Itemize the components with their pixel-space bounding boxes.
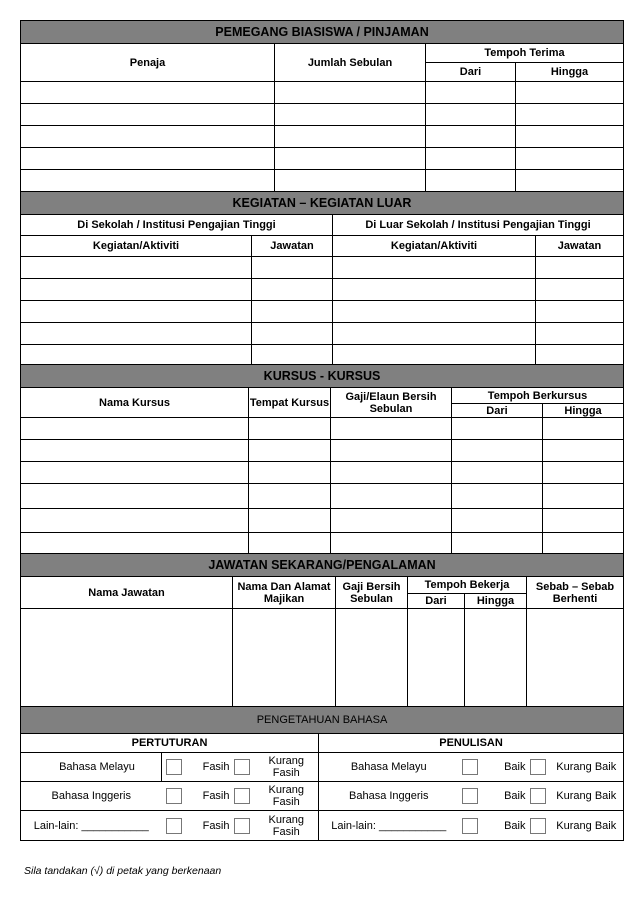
activities-table bbox=[20, 191, 624, 365]
table-row bbox=[21, 279, 624, 301]
course-name-cell[interactable] bbox=[21, 533, 249, 554]
table-row bbox=[21, 509, 624, 533]
position-cell[interactable] bbox=[536, 345, 624, 365]
good-label: Baik bbox=[482, 811, 526, 841]
good-label: Baik bbox=[482, 753, 526, 782]
to-cell[interactable] bbox=[543, 484, 624, 509]
scholarship-table bbox=[20, 20, 624, 192]
language-row bbox=[21, 811, 624, 841]
sponsor-cell[interactable] bbox=[21, 82, 275, 104]
col-course-place: Tempat Kursus bbox=[249, 388, 331, 418]
less-fluent-label: Kurang Fasih bbox=[255, 753, 319, 782]
courses-table bbox=[20, 364, 624, 554]
sponsor-cell[interactable] bbox=[21, 148, 275, 170]
table-row bbox=[21, 104, 624, 126]
activity-cell[interactable] bbox=[21, 257, 252, 279]
table-row bbox=[21, 148, 624, 170]
to-cell[interactable] bbox=[543, 418, 624, 440]
col-course-salary: Gaji/Elaun Bersih Sebulan bbox=[331, 388, 452, 418]
table-row bbox=[21, 484, 624, 509]
good-label: Baik bbox=[482, 782, 526, 811]
employment-title: JAWATAN SEKARANG/PENGALAMAN bbox=[21, 554, 624, 577]
language-row bbox=[21, 753, 624, 782]
course-name-cell[interactable] bbox=[21, 462, 249, 484]
position-cell[interactable] bbox=[536, 301, 624, 323]
from-cell[interactable] bbox=[408, 609, 465, 707]
course-place-cell[interactable] bbox=[249, 533, 331, 554]
course-place-cell[interactable] bbox=[249, 440, 331, 462]
table-row bbox=[21, 345, 624, 365]
course-name-cell[interactable] bbox=[21, 440, 249, 462]
position-cell[interactable] bbox=[252, 345, 333, 365]
language-label: Bahasa Melayu bbox=[319, 753, 459, 782]
less-fluent-label: Kurang Fasih bbox=[255, 811, 319, 841]
fluent-label: Fasih bbox=[186, 811, 230, 841]
monthly-cell[interactable] bbox=[275, 148, 426, 170]
employer-cell[interactable] bbox=[233, 609, 336, 707]
position-cell[interactable] bbox=[536, 323, 624, 345]
col-to: Hingga bbox=[543, 404, 624, 418]
monthly-cell[interactable] bbox=[275, 126, 426, 148]
sponsor-cell[interactable] bbox=[21, 126, 275, 148]
checkbox[interactable] bbox=[234, 818, 250, 834]
table-row bbox=[21, 533, 624, 554]
course-salary-cell[interactable] bbox=[331, 418, 452, 440]
to-cell[interactable] bbox=[516, 104, 624, 126]
activity-cell[interactable] bbox=[333, 301, 536, 323]
activity-cell[interactable] bbox=[21, 345, 252, 365]
activities-title: KEGIATAN – KEGIATAN LUAR bbox=[21, 192, 624, 215]
to-cell[interactable] bbox=[516, 170, 624, 192]
out-school-header: Di Luar Sekolah / Institusi Pengajian Tinggi bbox=[333, 215, 624, 236]
col-activity: Kegiatan/Aktiviti bbox=[21, 236, 252, 257]
position-cell[interactable] bbox=[252, 279, 333, 301]
from-cell[interactable] bbox=[452, 509, 543, 533]
table-row bbox=[21, 440, 624, 462]
col-to: Hingga bbox=[516, 63, 624, 82]
activity-cell[interactable] bbox=[333, 279, 536, 301]
course-name-cell[interactable] bbox=[21, 418, 249, 440]
to-cell[interactable] bbox=[516, 82, 624, 104]
speaking-header: PERTUTURAN bbox=[21, 734, 319, 753]
checkbox[interactable] bbox=[166, 818, 182, 834]
to-cell[interactable] bbox=[465, 609, 527, 707]
writing-header: PENULISAN bbox=[319, 734, 624, 753]
to-cell[interactable] bbox=[543, 533, 624, 554]
col-position: Jawatan bbox=[536, 236, 624, 257]
scholarship-title: PEMEGANG BIASISWA / PINJAMAN bbox=[21, 21, 624, 44]
fluent-label: Fasih bbox=[186, 753, 230, 782]
instruction-note: Sila tandakan (√) di petak yang berkenaan bbox=[24, 865, 222, 877]
from-cell[interactable] bbox=[452, 462, 543, 484]
checkbox[interactable] bbox=[530, 788, 546, 804]
employment-table bbox=[20, 553, 624, 707]
col-course-period: Tempoh Berkursus bbox=[452, 388, 624, 404]
table-row bbox=[21, 126, 624, 148]
checkbox[interactable] bbox=[462, 759, 478, 775]
checkbox[interactable] bbox=[234, 788, 250, 804]
col-monthly: Jumlah Sebulan bbox=[275, 44, 426, 82]
table-row bbox=[21, 170, 624, 192]
checkbox[interactable] bbox=[462, 788, 478, 804]
col-job-salary: Gaji Bersih Sebulan bbox=[336, 577, 408, 609]
activity-cell[interactable] bbox=[333, 257, 536, 279]
from-cell[interactable] bbox=[452, 533, 543, 554]
table-row bbox=[21, 418, 624, 440]
col-period: Tempoh Terima bbox=[426, 44, 624, 63]
course-name-cell[interactable] bbox=[21, 509, 249, 533]
checkbox[interactable] bbox=[462, 818, 478, 834]
language-other-field[interactable]: Lain-lain: ___________ bbox=[21, 811, 162, 841]
language-other-field[interactable]: Lain-lain: ___________ bbox=[319, 811, 459, 841]
from-cell[interactable] bbox=[426, 104, 516, 126]
from-cell[interactable] bbox=[426, 148, 516, 170]
checkbox[interactable] bbox=[530, 818, 546, 834]
courses-title: KURSUS - KURSUS bbox=[21, 365, 624, 388]
to-cell[interactable] bbox=[543, 440, 624, 462]
less-good-label: Kurang Baik bbox=[550, 811, 624, 841]
position-cell[interactable] bbox=[536, 279, 624, 301]
activity-cell[interactable] bbox=[333, 345, 536, 365]
checkbox[interactable] bbox=[234, 759, 250, 775]
in-school-header: Di Sekolah / Institusi Pengajian Tinggi bbox=[21, 215, 333, 236]
application-form bbox=[20, 20, 623, 841]
monthly-cell[interactable] bbox=[275, 170, 426, 192]
table-row bbox=[21, 82, 624, 104]
course-place-cell[interactable] bbox=[249, 509, 331, 533]
position-cell[interactable] bbox=[252, 257, 333, 279]
course-salary-cell[interactable] bbox=[331, 462, 452, 484]
fluent-label: Fasih bbox=[186, 782, 230, 811]
col-from: Dari bbox=[452, 404, 543, 418]
col-course-name: Nama Kursus bbox=[21, 388, 249, 418]
from-cell[interactable] bbox=[426, 82, 516, 104]
activity-cell[interactable] bbox=[21, 323, 252, 345]
to-cell[interactable] bbox=[516, 148, 624, 170]
table-row bbox=[21, 323, 624, 345]
col-activity: Kegiatan/Aktiviti bbox=[333, 236, 536, 257]
job-salary-cell[interactable] bbox=[336, 609, 408, 707]
col-from: Dari bbox=[408, 594, 465, 609]
course-place-cell[interactable] bbox=[249, 418, 331, 440]
from-cell[interactable] bbox=[452, 440, 543, 462]
from-cell[interactable] bbox=[452, 484, 543, 509]
checkbox[interactable] bbox=[530, 759, 546, 775]
from-cell[interactable] bbox=[426, 126, 516, 148]
col-to: Hingga bbox=[465, 594, 527, 609]
position-cell[interactable] bbox=[536, 257, 624, 279]
course-name-cell[interactable] bbox=[21, 484, 249, 509]
col-sponsor: Penaja bbox=[21, 44, 275, 82]
col-from: Dari bbox=[426, 63, 516, 82]
monthly-cell[interactable] bbox=[275, 82, 426, 104]
checkbox[interactable] bbox=[166, 759, 182, 775]
col-employer: Nama Dan Alamat Majikan bbox=[233, 577, 336, 609]
language-row bbox=[21, 782, 624, 811]
sponsor-cell[interactable] bbox=[21, 170, 275, 192]
activity-cell[interactable] bbox=[21, 279, 252, 301]
to-cell[interactable] bbox=[543, 462, 624, 484]
less-good-label: Kurang Baik bbox=[550, 753, 624, 782]
sponsor-cell[interactable] bbox=[21, 104, 275, 126]
to-cell[interactable] bbox=[516, 126, 624, 148]
course-salary-cell[interactable] bbox=[331, 484, 452, 509]
language-table bbox=[20, 706, 624, 841]
job-title-cell[interactable] bbox=[21, 609, 233, 707]
less-fluent-label: Kurang Fasih bbox=[255, 782, 319, 811]
language-label: Bahasa Inggeris bbox=[319, 782, 459, 811]
language-label: Bahasa Inggeris bbox=[21, 782, 162, 811]
language-label: Bahasa Melayu bbox=[21, 753, 162, 782]
course-place-cell[interactable] bbox=[249, 462, 331, 484]
activity-cell[interactable] bbox=[333, 323, 536, 345]
position-cell[interactable] bbox=[252, 301, 333, 323]
col-work-period: Tempoh Bekerja bbox=[408, 577, 527, 594]
table-row bbox=[21, 462, 624, 484]
less-good-label: Kurang Baik bbox=[550, 782, 624, 811]
course-place-cell[interactable] bbox=[249, 484, 331, 509]
table-row bbox=[21, 257, 624, 279]
monthly-cell[interactable] bbox=[275, 104, 426, 126]
col-reason: Sebab – Sebab Berhenti bbox=[527, 577, 624, 609]
table-row bbox=[21, 609, 624, 707]
activity-cell[interactable] bbox=[21, 301, 252, 323]
col-position: Jawatan bbox=[252, 236, 333, 257]
course-salary-cell[interactable] bbox=[331, 509, 452, 533]
course-salary-cell[interactable] bbox=[331, 440, 452, 462]
from-cell[interactable] bbox=[452, 418, 543, 440]
language-title: PENGETAHUAN BAHASA bbox=[21, 707, 624, 734]
col-job-title: Nama Jawatan bbox=[21, 577, 233, 609]
from-cell[interactable] bbox=[426, 170, 516, 192]
table-row bbox=[21, 301, 624, 323]
checkbox[interactable] bbox=[166, 788, 182, 804]
to-cell[interactable] bbox=[543, 509, 624, 533]
course-salary-cell[interactable] bbox=[331, 533, 452, 554]
position-cell[interactable] bbox=[252, 323, 333, 345]
reason-cell[interactable] bbox=[527, 609, 624, 707]
